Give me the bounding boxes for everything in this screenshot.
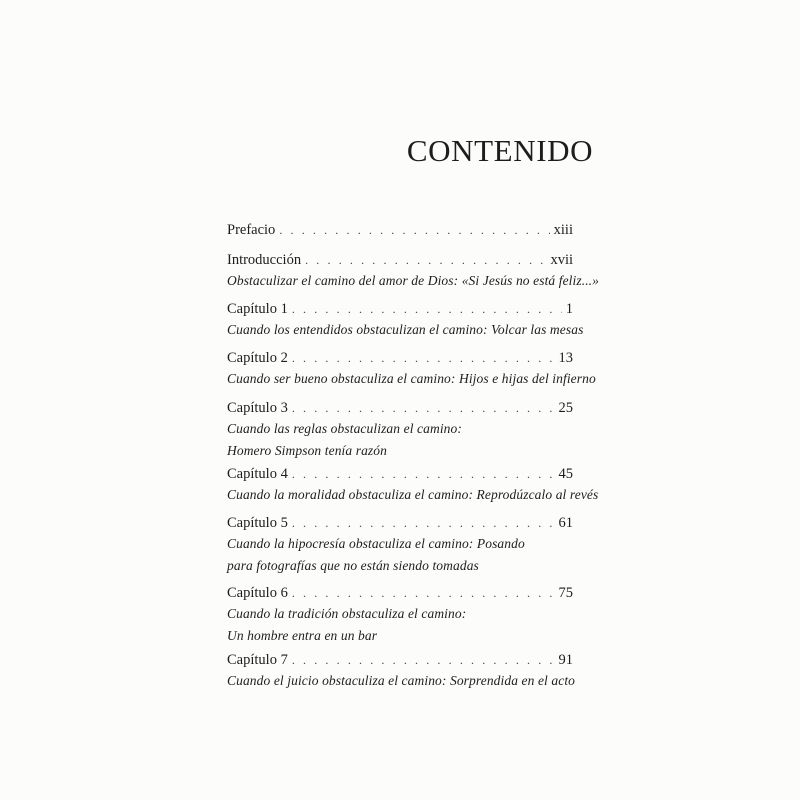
entry-subtitle: Cuando el juicio obstaculiza el camino: Sorprendida en el acto xyxy=(227,673,576,688)
toc-entry-capitulo-3 xyxy=(227,398,573,462)
dot-leader xyxy=(292,513,555,533)
dot-leader xyxy=(292,464,555,484)
dot-leader xyxy=(292,398,555,418)
dot-leader xyxy=(292,348,555,368)
entry-label: Capítulo 6 xyxy=(227,585,288,601)
toc-entry-capitulo-4 xyxy=(227,464,599,506)
entry-page-number: 75 xyxy=(558,585,573,601)
entry-subtitle: Cuando ser bueno obstaculiza el camino: Hijos e hijas del infierno xyxy=(227,371,596,386)
entry-page-number: 61 xyxy=(558,515,573,531)
toc-entry-capitulo-1 xyxy=(227,299,584,341)
entry-subtitle: Cuando la hipocresía obstaculiza el camino: Posando xyxy=(227,536,525,551)
entry-subtitle: Cuando las reglas obstaculizan el camino: xyxy=(227,421,462,436)
entry-page-number: 1 xyxy=(565,301,573,317)
entry-subtitle: Cuando los entendidos obstaculizan el camino: Volcar las mesas xyxy=(227,322,584,337)
page-title: CONTENIDO xyxy=(406,133,594,168)
dot-leader xyxy=(279,220,549,240)
entry-subtitle: Cuando la tradición obstaculiza el camino: xyxy=(227,606,467,621)
entry-label: Capítulo 3 xyxy=(227,400,288,416)
entry-page-number: 91 xyxy=(558,652,573,668)
toc-entry-capitulo-2 xyxy=(227,348,596,390)
dot-leader xyxy=(292,583,555,603)
entry-page-number: xiii xyxy=(553,222,573,238)
dot-leader xyxy=(292,299,562,319)
entry-label: Capítulo 1 xyxy=(227,301,288,317)
toc-entry-capitulo-5 xyxy=(227,513,573,577)
entry-subtitle-continued: Homero Simpson tenía razón xyxy=(227,443,387,458)
entry-page-number: 45 xyxy=(558,466,573,482)
toc-entry-capitulo-6 xyxy=(227,583,573,647)
entry-subtitle: Cuando la moralidad obstaculiza el camino: Reprodúzcalo al revés xyxy=(227,487,599,502)
toc-entry-capitulo-7 xyxy=(227,650,576,692)
entry-page-number: 13 xyxy=(558,350,573,366)
entry-page-number: 25 xyxy=(558,400,573,416)
entry-label: Capítulo 5 xyxy=(227,515,288,531)
entry-label: Introducción xyxy=(227,252,302,268)
entry-subtitle-continued: Un hombre entra en un bar xyxy=(227,628,378,643)
entry-page-number: xvii xyxy=(550,252,573,268)
toc-entry-introduccion xyxy=(227,250,600,292)
entry-label: Capítulo 4 xyxy=(227,466,288,482)
toc-entry-prefacio xyxy=(227,220,573,240)
entry-subtitle-continued: para fotografías que no están siendo tomadas xyxy=(227,558,479,573)
entry-label: Capítulo 2 xyxy=(227,350,288,366)
dot-leader xyxy=(305,250,546,270)
entry-label: Prefacio xyxy=(227,222,276,238)
entry-subtitle: Obstaculizar el camino del amor de Dios: «Si Jesús no está feliz...» xyxy=(227,273,600,288)
entry-label: Capítulo 7 xyxy=(227,652,288,668)
dot-leader xyxy=(292,650,555,670)
